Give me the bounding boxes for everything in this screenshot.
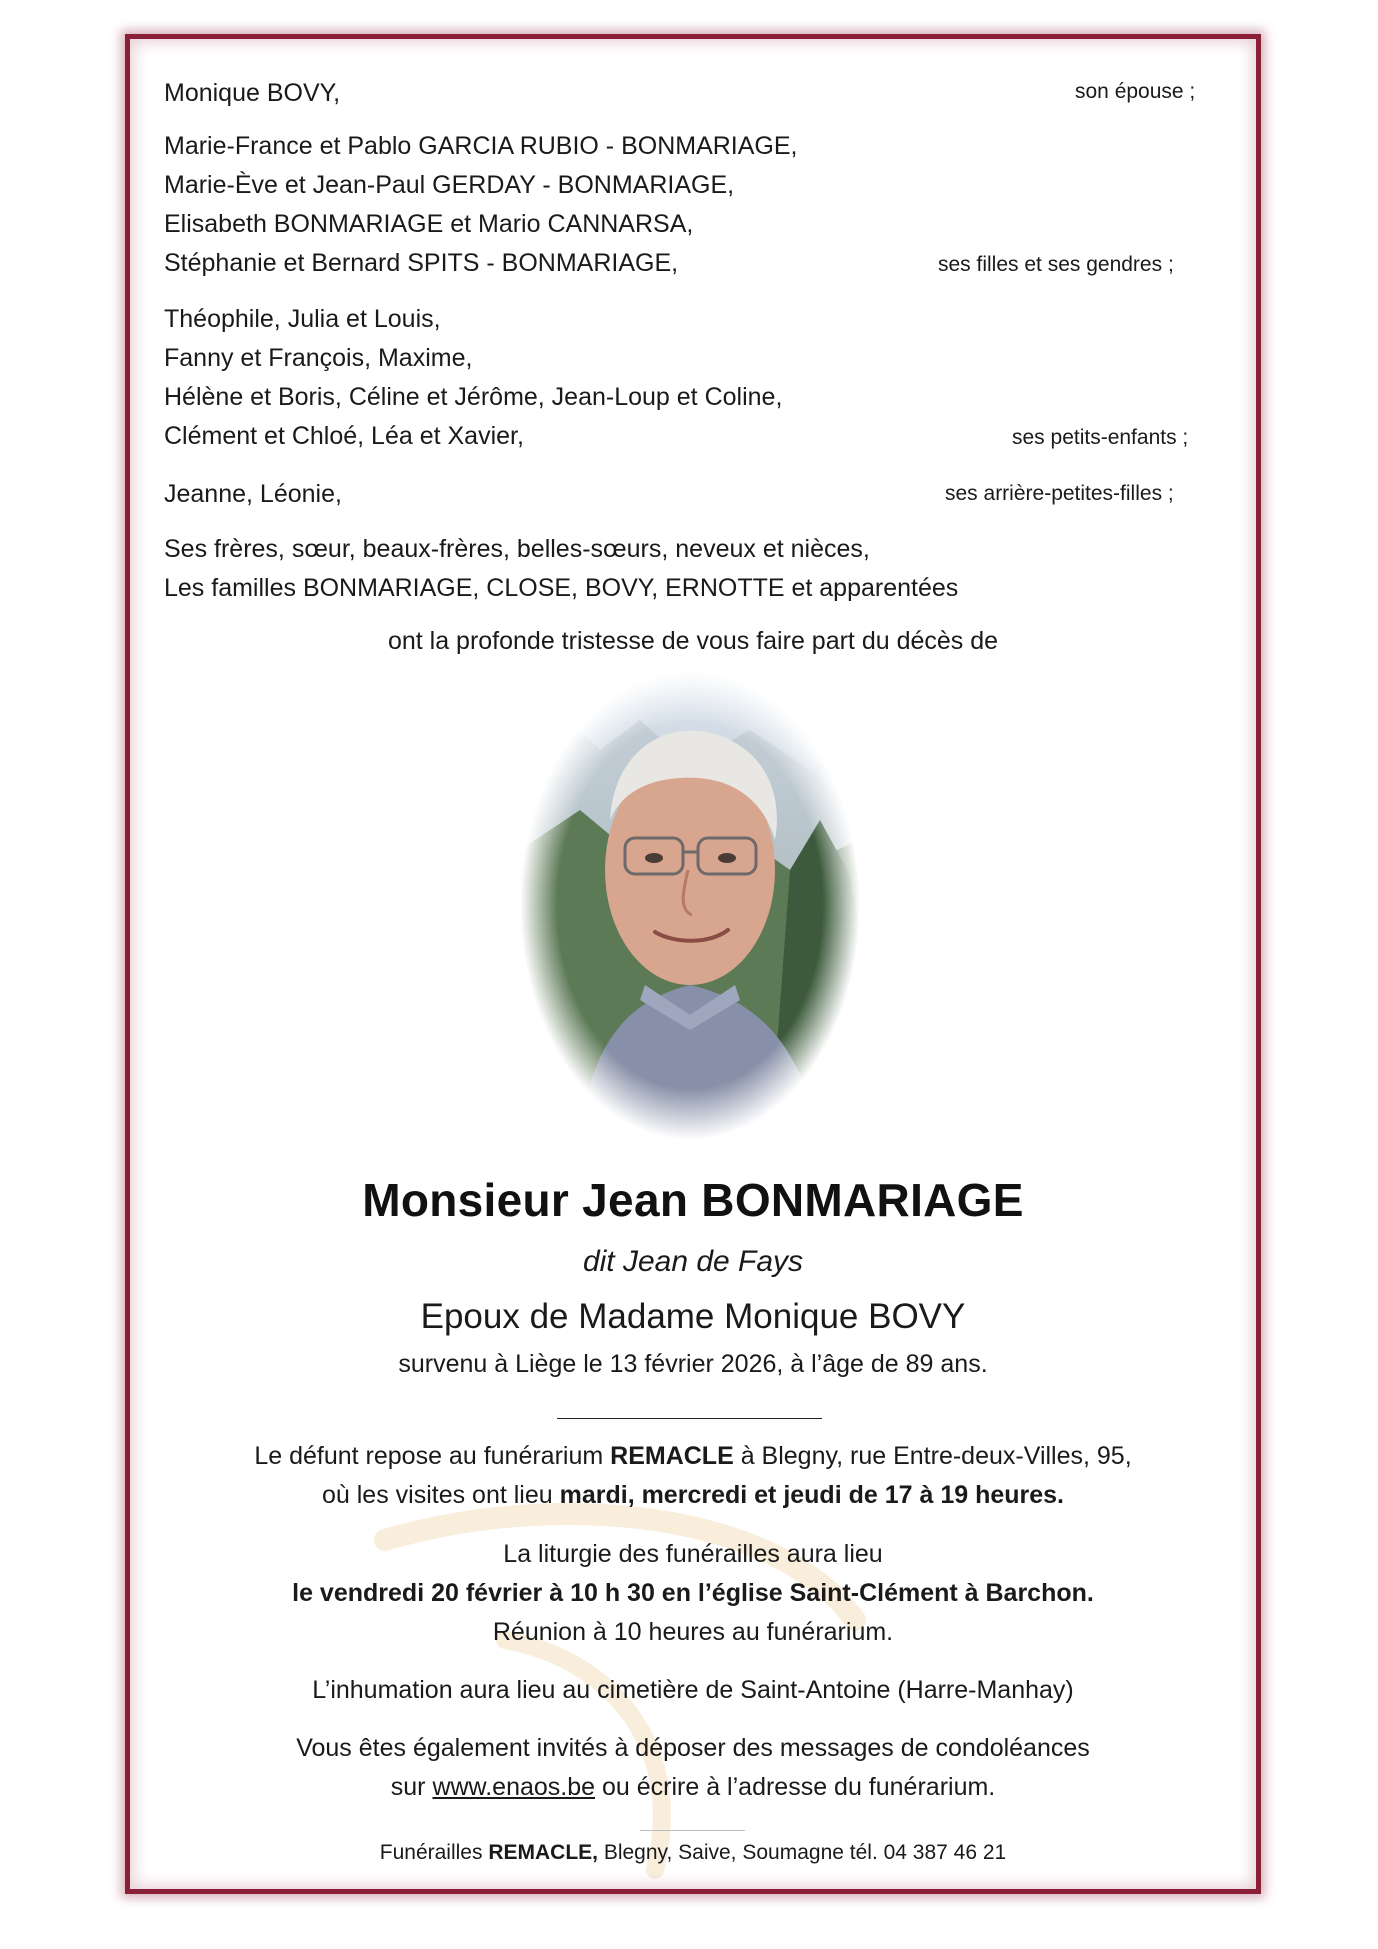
great-grandchildren-names: Jeanne, Léonie, xyxy=(164,480,342,508)
grandchild-line: Théophile, Julia et Louis, xyxy=(164,305,441,333)
liturgy-intro: La liturgie des funérailles aura lieu xyxy=(503,1540,883,1568)
great-grandchildren-role: ses arrière-petites-filles ; xyxy=(945,482,1174,505)
daughters-list xyxy=(164,127,798,283)
daughter-line: Marie-France et Pablo GARCIA RUBIO - BONMARIAGE, xyxy=(164,132,798,160)
meeting-info: Réunion à 10 heures au funérarium. xyxy=(492,1618,894,1646)
rest-location: Le défunt repose au funérarium REMACLE à Blegny, rue Entre-deux-Villes, 95, xyxy=(254,1442,1132,1470)
visiting-hours: où les visites ont lieu mardi, mercredi et jeudi de 17 à 19 heures. xyxy=(321,1481,1065,1509)
deceased-portrait-photo xyxy=(520,670,860,1140)
deceased-name: Monsieur Jean BONMARIAGE xyxy=(362,1174,1024,1226)
liturgy-date-place: le vendredi 20 février à 10 h 30 en l’église Saint-Clément à Barchon. xyxy=(292,1579,1094,1607)
footer-separator xyxy=(640,1830,745,1831)
daughter-line: Elisabeth BONMARIAGE et Mario CANNARSA, xyxy=(164,210,694,238)
visiting-days: mardi, mercredi et jeudi de 17 à 19 heures. xyxy=(559,1481,1065,1509)
extended-family xyxy=(164,530,958,608)
extended-family-line: Ses frères, sœur, beaux-frères, belles-sœurs, neveux et nièces, xyxy=(164,535,870,563)
footer-brand: REMACLE, xyxy=(488,1841,598,1864)
spouse-name: Monique BOVY, xyxy=(164,79,341,107)
grandchild-line: Clément et Chloé, Léa et Xavier, xyxy=(164,422,524,450)
funeral-home-name: REMACLE xyxy=(610,1442,734,1470)
daughter-line: Marie-Ève et Jean-Paul GERDAY - BONMARIAGE, xyxy=(164,171,735,199)
grandchild-line: Hélène et Boris, Céline et Jérôme, Jean-Loup et Coline, xyxy=(164,383,783,411)
condolences-website-link[interactable]: www.enaos.be xyxy=(432,1773,596,1801)
condolences-line: Vous êtes également invités à déposer des messages de condoléances xyxy=(296,1734,1090,1762)
death-details: survenu à Liège le 13 février 2026, à l’âge de 89 ans. xyxy=(398,1350,988,1378)
separator-line xyxy=(557,1418,822,1419)
daughter-line: Stéphanie et Bernard SPITS - BONMARIAGE, xyxy=(164,249,679,277)
daughters-role: ses filles et ses gendres ; xyxy=(938,253,1174,276)
grandchildren-role: ses petits-enfants ; xyxy=(1012,426,1189,449)
footer-contact: Funérailles REMACLE, Blegny, Saive, Soumagne tél. 04 387 46 21 xyxy=(379,1841,1007,1864)
deceased-spouse: Epoux de Madame Monique BOVY xyxy=(420,1297,966,1336)
deceased-alias: dit Jean de Fays xyxy=(582,1245,804,1278)
grandchild-line: Fanny et François, Maxime, xyxy=(164,344,473,372)
extended-family-line: Les familles BONMARIAGE, CLOSE, BOVY, ERNOTTE et apparentées xyxy=(164,574,959,602)
spouse-role: son épouse ; xyxy=(1075,80,1196,103)
grandchildren-list xyxy=(164,300,782,456)
burial-info: L’inhumation aura lieu au cimetière de Saint-Antoine (Harre-Manhay) xyxy=(312,1676,1074,1704)
condolences-link-line: sur www.enaos.be ou écrire à l’adresse du funérarium. xyxy=(390,1773,996,1801)
announcement-text: ont la profonde tristesse de vous faire part du décès de xyxy=(387,627,999,655)
